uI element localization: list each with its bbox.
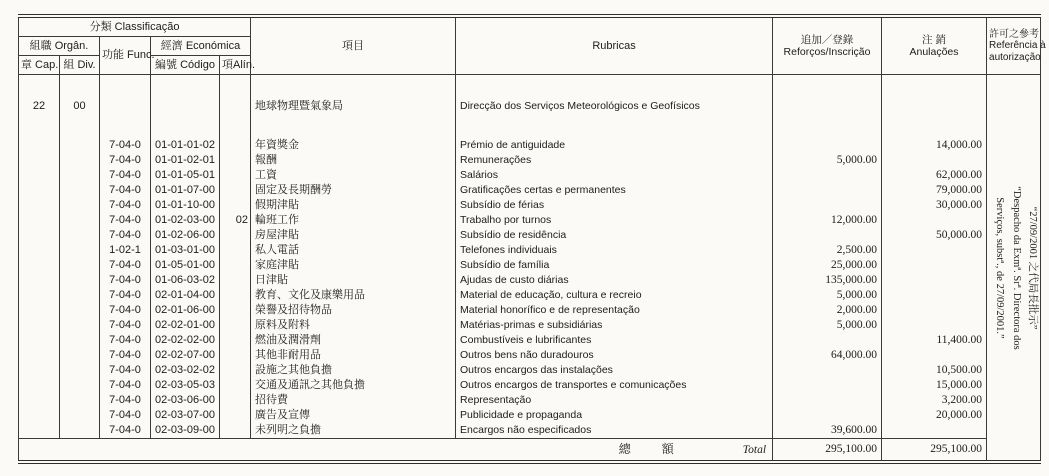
total-label-pt: Total xyxy=(742,443,767,456)
cell-reforcos xyxy=(773,198,882,213)
cell-func: 7-04-0 xyxy=(100,393,151,408)
cell-anulacoes xyxy=(882,423,987,439)
cell-alin xyxy=(220,183,251,198)
cell-codigo: 01-02-06-00 xyxy=(151,228,220,243)
cell-div xyxy=(60,423,100,439)
cell-func: 7-04-0 xyxy=(100,258,151,273)
cell-div xyxy=(60,243,100,258)
cell-func: 7-04-0 xyxy=(100,153,151,168)
cell-anulacoes xyxy=(882,273,987,288)
cell-reforcos: 5,000.00 xyxy=(773,153,882,168)
authorization-cell xyxy=(987,75,1041,463)
cell-anulacoes: 10,500.00 xyxy=(882,363,987,378)
cell-item: 日津貼 xyxy=(251,273,456,288)
table-row xyxy=(19,288,1041,303)
cell-codigo: 02-02-01-00 xyxy=(151,318,220,333)
cell-alin xyxy=(220,333,251,348)
budget-table xyxy=(18,14,1046,464)
department-item: 地球物理暨氣象局 xyxy=(251,75,456,139)
header-cap: 章 Cap. xyxy=(19,56,60,75)
cell-item: 原料及附料 xyxy=(251,318,456,333)
table-row xyxy=(19,243,1041,258)
department-codigo-empty xyxy=(151,75,220,139)
cell-div xyxy=(60,288,100,303)
cell-func: 7-04-0 xyxy=(100,423,151,439)
cell-rubrica: Ajudas de custo diárias xyxy=(456,273,773,288)
department-alin-empty xyxy=(220,75,251,139)
cell-cap xyxy=(19,423,60,439)
total-reforcos: 295,100.00 xyxy=(773,439,882,463)
cell-codigo: 02-03-07-00 xyxy=(151,408,220,423)
authorization-line2: “Despacho da Exmª. Srª. Directora dos xyxy=(1010,185,1022,350)
header-anulacoes xyxy=(882,16,987,75)
cell-anulacoes: 30,000.00 xyxy=(882,198,987,213)
header-anulacoes-zh: 注 銷 xyxy=(922,33,946,46)
cell-rubrica: Remunerações xyxy=(456,153,773,168)
cell-cap xyxy=(19,273,60,288)
cell-cap xyxy=(19,198,60,213)
cell-div xyxy=(60,198,100,213)
cell-div xyxy=(60,228,100,243)
header-orgao: 組職 Orgân. xyxy=(19,37,100,56)
table-row xyxy=(19,363,1041,378)
table-row xyxy=(19,318,1041,333)
cell-codigo: 01-05-01-00 xyxy=(151,258,220,273)
cell-reforcos xyxy=(773,138,882,153)
department-func-empty xyxy=(100,75,151,139)
header-autorizacao-pt2: autorização xyxy=(989,51,1041,63)
cell-cap xyxy=(19,408,60,423)
cell-func: 1-02-1 xyxy=(100,243,151,258)
cell-rubrica: Gratificações certas e permanentes xyxy=(456,183,773,198)
cell-func: 7-04-0 xyxy=(100,138,151,153)
cell-div xyxy=(60,348,100,363)
authorization-line3: Serviços, substª., de 27/09/2001.” xyxy=(993,196,1005,339)
cell-cap xyxy=(19,303,60,318)
cell-func: 7-04-0 xyxy=(100,228,151,243)
cell-func: 7-04-0 xyxy=(100,198,151,213)
cell-reforcos xyxy=(773,408,882,423)
table-row xyxy=(19,378,1041,393)
table-row xyxy=(19,258,1041,273)
cell-alin xyxy=(220,198,251,213)
cell-alin xyxy=(220,273,251,288)
cell-codigo: 01-01-01-02 xyxy=(151,138,220,153)
table-row xyxy=(19,138,1041,153)
cell-rubrica: Subsídio de família xyxy=(456,258,773,273)
cell-alin xyxy=(220,258,251,273)
cell-cap xyxy=(19,363,60,378)
cell-anulacoes: 15,000.00 xyxy=(882,378,987,393)
cell-alin xyxy=(220,288,251,303)
header-item: 項目 xyxy=(251,16,456,75)
total-anulacoes: 295,100.00 xyxy=(882,439,987,463)
cell-div xyxy=(60,183,100,198)
table-header xyxy=(19,16,1046,75)
cell-rubrica: Outros bens não duradouros xyxy=(456,348,773,363)
cell-div xyxy=(60,318,100,333)
authorization-line1: “27/09/2001 之代局長批示” xyxy=(1026,206,1038,329)
table-body xyxy=(19,75,1041,463)
cell-cap xyxy=(19,288,60,303)
cell-alin xyxy=(220,168,251,183)
cell-rubrica: Outros encargos de transportes e comunicações xyxy=(456,378,773,393)
cell-item: 報酬 xyxy=(251,153,456,168)
cell-alin xyxy=(220,423,251,439)
cell-item: 設施之其他負擔 xyxy=(251,363,456,378)
cell-cap xyxy=(19,168,60,183)
cell-cap xyxy=(19,333,60,348)
table-row xyxy=(19,303,1041,318)
cell-func: 7-04-0 xyxy=(100,303,151,318)
cell-anulacoes xyxy=(882,318,987,333)
cell-item: 燃油及潤滑劑 xyxy=(251,333,456,348)
cell-rubrica: Publicidade e propaganda xyxy=(456,408,773,423)
department-div: 00 xyxy=(60,75,100,139)
cell-rubrica: Material de educação, cultura e recreio xyxy=(456,288,773,303)
cell-reforcos: 25,000.00 xyxy=(773,258,882,273)
cell-cap xyxy=(19,138,60,153)
cell-codigo: 02-03-06-00 xyxy=(151,393,220,408)
header-economica: 經濟 Económica xyxy=(151,37,251,56)
cell-reforcos: 12,000.00 xyxy=(773,213,882,228)
cell-rubrica: Trabalho por turnos xyxy=(456,213,773,228)
total-label-zh: 總 額 xyxy=(618,441,688,456)
cell-func: 7-04-0 xyxy=(100,363,151,378)
table-row xyxy=(19,393,1041,408)
cell-cap xyxy=(19,378,60,393)
cell-rubrica: Outros encargos das instalações xyxy=(456,363,773,378)
cell-codigo: 02-02-02-00 xyxy=(151,333,220,348)
department-cap: 22 xyxy=(19,75,60,139)
cell-func: 7-04-0 xyxy=(100,378,151,393)
cell-func: 7-04-0 xyxy=(100,408,151,423)
cell-item: 招待費 xyxy=(251,393,456,408)
cell-anulacoes xyxy=(882,303,987,318)
cell-item: 工資 xyxy=(251,168,456,183)
cell-item: 廣告及宣傳 xyxy=(251,408,456,423)
cell-codigo: 01-02-03-00 xyxy=(151,213,220,228)
cell-alin xyxy=(220,228,251,243)
cell-cap xyxy=(19,348,60,363)
table-row xyxy=(19,333,1041,348)
cell-func: 7-04-0 xyxy=(100,348,151,363)
cell-anulacoes xyxy=(882,213,987,228)
cell-item: 假期津貼 xyxy=(251,198,456,213)
cell-rubrica: Encargos não especificados xyxy=(456,423,773,439)
header-autorizacao-zh: 許可之參考 xyxy=(989,29,1040,41)
header-reforcos-pt: Reforços/Inscrição xyxy=(783,46,871,58)
header-anulacoes-pt: Anulações xyxy=(909,46,959,58)
cell-rubrica: Material honorífico e de representação xyxy=(456,303,773,318)
cell-rubrica: Prémio de antiguidade xyxy=(456,138,773,153)
cell-alin xyxy=(220,393,251,408)
header-reforcos-zh: 追加／登錄 xyxy=(800,33,854,46)
department-anulacoes-empty xyxy=(882,75,987,139)
header-div: 組 Div. xyxy=(60,56,100,75)
cell-anulacoes xyxy=(882,243,987,258)
cell-anulacoes xyxy=(882,348,987,363)
cell-reforcos: 135,000.00 xyxy=(773,273,882,288)
cell-div xyxy=(60,168,100,183)
cell-anulacoes xyxy=(882,258,987,273)
cell-cap xyxy=(19,258,60,273)
header-rubricas: Rubricas xyxy=(456,16,773,75)
header-reforcos xyxy=(773,16,882,75)
cell-cap xyxy=(19,183,60,198)
cell-func: 7-04-0 xyxy=(100,183,151,198)
cell-anulacoes: 62,000.00 xyxy=(882,168,987,183)
cell-item: 榮譽及招待物品 xyxy=(251,303,456,318)
cell-alin xyxy=(220,153,251,168)
cell-div xyxy=(60,333,100,348)
cell-item: 私人電話 xyxy=(251,243,456,258)
department-row xyxy=(19,75,1041,139)
cell-codigo: 01-01-02-01 xyxy=(151,153,220,168)
cell-div xyxy=(60,153,100,168)
cell-reforcos xyxy=(773,393,882,408)
cell-alin xyxy=(220,303,251,318)
cell-alin xyxy=(220,318,251,333)
header-codigo: 編號 Código xyxy=(151,56,220,75)
cell-anulacoes: 20,000.00 xyxy=(882,408,987,423)
cell-rubrica: Telefones individuais xyxy=(456,243,773,258)
cell-codigo: 01-01-07-00 xyxy=(151,183,220,198)
cell-codigo: 02-03-09-00 xyxy=(151,423,220,439)
cell-codigo: 01-01-10-00 xyxy=(151,198,220,213)
header-func: 功能 Func. xyxy=(100,37,151,75)
authorization-note xyxy=(988,103,1040,433)
cell-div xyxy=(60,393,100,408)
cell-item: 年資獎金 xyxy=(251,138,456,153)
cell-codigo: 02-03-05-03 xyxy=(151,378,220,393)
total-label-cell xyxy=(19,439,773,463)
cell-item: 未列明之負擔 xyxy=(251,423,456,439)
cell-codigo: 01-01-05-01 xyxy=(151,168,220,183)
header-autorizacao-pt1: Referência à xyxy=(989,40,1046,52)
cell-alin xyxy=(220,243,251,258)
cell-item: 其他非耐用品 xyxy=(251,348,456,363)
cell-codigo: 02-02-07-00 xyxy=(151,348,220,363)
cell-reforcos: 39,600.00 xyxy=(773,423,882,439)
table-row xyxy=(19,213,1041,228)
header-classificacao: 分類 Classificação xyxy=(19,16,251,37)
table-row xyxy=(19,183,1041,198)
table-row xyxy=(19,408,1041,423)
cell-alin xyxy=(220,348,251,363)
cell-anulacoes: 3,200.00 xyxy=(882,393,987,408)
table-row xyxy=(19,423,1041,439)
cell-reforcos xyxy=(773,333,882,348)
cell-reforcos: 64,000.00 xyxy=(773,348,882,363)
cell-item: 輪班工作 xyxy=(251,213,456,228)
header-autorizacao xyxy=(987,16,1046,75)
cell-anulacoes: 11,400.00 xyxy=(882,333,987,348)
cell-codigo: 01-03-01-00 xyxy=(151,243,220,258)
table-row xyxy=(19,153,1041,168)
cell-cap xyxy=(19,213,60,228)
cell-alin xyxy=(220,408,251,423)
cell-reforcos xyxy=(773,183,882,198)
cell-reforcos xyxy=(773,228,882,243)
cell-cap xyxy=(19,243,60,258)
cell-anulacoes: 14,000.00 xyxy=(882,138,987,153)
header-alin: 項Alín. xyxy=(220,56,251,75)
cell-alin: 02 xyxy=(220,213,251,228)
cell-func: 7-04-0 xyxy=(100,168,151,183)
cell-codigo: 02-01-04-00 xyxy=(151,288,220,303)
cell-rubrica: Matérias-primas e subsidiárias xyxy=(456,318,773,333)
cell-item: 家庭津貼 xyxy=(251,258,456,273)
cell-item: 交通及通訊之其他負擔 xyxy=(251,378,456,393)
cell-alin xyxy=(220,138,251,153)
cell-div xyxy=(60,303,100,318)
cell-div xyxy=(60,363,100,378)
cell-div xyxy=(60,138,100,153)
department-reforcos-empty xyxy=(773,75,882,139)
table-row xyxy=(19,228,1041,243)
cell-rubrica: Representação xyxy=(456,393,773,408)
cell-func: 7-04-0 xyxy=(100,318,151,333)
table-row xyxy=(19,168,1041,183)
cell-reforcos xyxy=(773,363,882,378)
cell-reforcos: 2,000.00 xyxy=(773,303,882,318)
cell-anulacoes xyxy=(882,288,987,303)
cell-anulacoes: 50,000.00 xyxy=(882,228,987,243)
department-rubrica: Direcção dos Serviços Meteorológicos e Geofísicos xyxy=(456,75,773,139)
cell-cap xyxy=(19,393,60,408)
cell-cap xyxy=(19,318,60,333)
cell-codigo: 01-06-03-02 xyxy=(151,273,220,288)
table-row xyxy=(19,348,1041,363)
cell-div xyxy=(60,378,100,393)
cell-item: 房屋津貼 xyxy=(251,228,456,243)
cell-alin xyxy=(220,378,251,393)
cell-div xyxy=(60,258,100,273)
cell-func: 7-04-0 xyxy=(100,213,151,228)
total-row xyxy=(19,439,1041,463)
document-sheet xyxy=(18,14,1046,464)
cell-alin xyxy=(220,363,251,378)
table-row xyxy=(19,198,1041,213)
cell-codigo: 02-03-02-02 xyxy=(151,363,220,378)
cell-item: 固定及長期酬勞 xyxy=(251,183,456,198)
cell-func: 7-04-0 xyxy=(100,333,151,348)
cell-reforcos: 5,000.00 xyxy=(773,318,882,333)
cell-item: 教育、文化及康樂用品 xyxy=(251,288,456,303)
cell-rubrica: Salários xyxy=(456,168,773,183)
cell-anulacoes xyxy=(882,153,987,168)
cell-func: 7-04-0 xyxy=(100,288,151,303)
cell-div xyxy=(60,213,100,228)
cell-cap xyxy=(19,228,60,243)
cell-div xyxy=(60,408,100,423)
cell-div xyxy=(60,273,100,288)
cell-reforcos xyxy=(773,168,882,183)
cell-cap xyxy=(19,153,60,168)
cell-reforcos: 5,000.00 xyxy=(773,288,882,303)
cell-reforcos xyxy=(773,378,882,393)
cell-rubrica: Combustíveis e lubrificantes xyxy=(456,333,773,348)
cell-rubrica: Subsídio de residência xyxy=(456,228,773,243)
cell-rubrica: Subsídio de férias xyxy=(456,198,773,213)
cell-func: 7-04-0 xyxy=(100,273,151,288)
table-row xyxy=(19,273,1041,288)
cell-anulacoes: 79,000.00 xyxy=(882,183,987,198)
cell-codigo: 02-01-06-00 xyxy=(151,303,220,318)
cell-reforcos: 2,500.00 xyxy=(773,243,882,258)
